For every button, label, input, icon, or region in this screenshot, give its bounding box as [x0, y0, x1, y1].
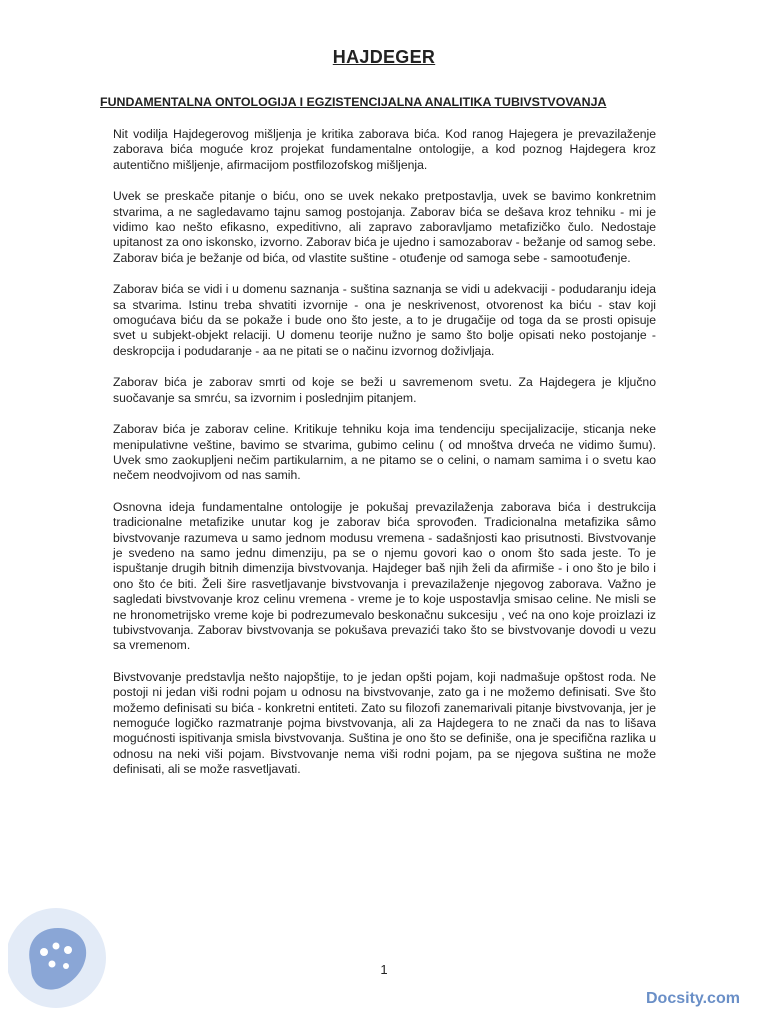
document-subtitle: FUNDAMENTALNA ONTOLOGIJA I EGZISTENCIJALNA ANALITIKA TUBIVSTVOVANJA [100, 95, 607, 109]
paragraph: Osnovna ideja fundamentalne ontologije je pokušaj prevazilaženja zaborava bića i destrukcija tradicionalne metafizike unutar kog je zaborav bića sprovođen. Tradicionalna metafizika sâmo bivstvovanje razumeva u samo jednom modusu vremena - sadašnjosti kao prisutnosti. Bivstvovanje je svedeno na samo jednu dimenziju, pa se o njemu govori kao o onom što sada jeste. To je ispuštanje drugih bitnih dimenzija bivstvovanja. Hajdeger baš njih želi da afirmiše - i ono što je bilo i ono što će biti. Želi šire rasvetljavanje bivstvovanja i prevazilaženje njegovog zaborava. Važno je sagledati bivstvovanje kroz celinu vremena - vreme je to koje uspostavlja smisao celine. Ne misli se ne hronometrijsko vreme koje bi podrezumevalo beskonačnu sukcesiju , već na ono koje proizlazi iz tubivstvovanja. Zaborav bivstvovanja se pokušava prevazići tako što se bivstvovanje dovodi u vezu sa vremenom. [113, 499, 656, 653]
docsity-logo-icon [8, 900, 108, 1010]
page-title: HAJDEGER [332, 47, 436, 67]
paragraph: Zaborav bića je zaborav smrti od koje se beži u savremenom svetu. Za Hajdegera je ključno suočavanje sa smrću, sa izvornim i poslednjim pitanjem. [113, 375, 656, 405]
docsity-brand-link[interactable]: Docsity.com [646, 990, 740, 1007]
paragraph: Bivstvovanje predstavlja nešto najopštije, to je jedan opšti pojam, koji nadmašuje opštost roda. Ne postoji ni jedan viši rodni pojam u odnosu na bivstvovanje, zato ga i ne možemo definisati. Sve što možemo definisati su bića - konkretni entiteti. Zato su filozofi zanemarivali pitanje bivstvovanja, jer je nemoguće logičko razmatranje pojma bivstvovanja, ali za Hajdegera to ne znači da nas to lišava mogućnosti ispitivanja smisla bivstvovanja. Suština je ono što se definiše, ona je specifična razlika u odnosu na neki viši pojam. Bivstvovanje nema viši rodni pojam, pa se njegova suština ne može definisati, ali se može rasvetljavati. [113, 669, 656, 777]
page-number: 1 [380, 962, 388, 977]
paragraph: Zaborav bića se vidi i u domenu saznanja - suština saznanja se vidi u adekvaciji - podudaranju ideja sa stvarima. Istinu treba shvatiti izvornije - ona je neskrivenost, otvorenost ka biću - stav koji omogućava biću da se pokaže i bude ono što jeste, a to je drugačije od toga da se prosti opisuje svet u subjekt-objekt relaciji. U domenu teorije nužno je samo što bolje opisati neko postojanje - deskropcija i podudaranje - aa ne pitati se o načinu izvornog doživljaja. [113, 282, 656, 358]
document-body [113, 127, 656, 794]
paragraph: Uvek se preskače pitanje o biću, ono se uvek nekako pretpostavlja, uvek se bavimo konkretnim stvarima, a ne sagledavamo tajnu samog postojanja. Zaborav bića se dešava kroz tehniku - mi je vidimo kao nešto efikasno, expeditivno, ali zapravo zaboravljamo metafizičko čulo. Nedostaje upitanost za ono iskonsko, izvorno. Zaborav bića je ujedno i samozaborav - bežanje od samog sebe. Zaborav bića je bežanje od bića, od vlastite suštine - otuđenje od samoga sebe - samootuđenje. [113, 189, 656, 265]
paragraph: Zaborav bića je zaborav celine. Kritikuje tehniku koja ima tendenciju specijalizacije, sticanja neke menipulativne veštine, bavimo se stvarima, gubimo celinu ( od mnoštva drveća ne vidimo šumu). Uvek smo zaokupljeni nečim partikularnim, a ne pitamo se o celini, o namam samima i o svetu kao nečem neodvojivom od nas samih. [113, 422, 656, 483]
paragraph: Nit vodilja Hajdegerovog mišljenja je kritika zaborava bića. Kod ranog Hajegera je prevazilaženje zaborava bića moguće kroz projekat fundamentalne ontologije, a kod poznog Hajdegera kroz autentično mišljenje, afirmacijom postfilozofskog mišljenja. [113, 127, 656, 172]
